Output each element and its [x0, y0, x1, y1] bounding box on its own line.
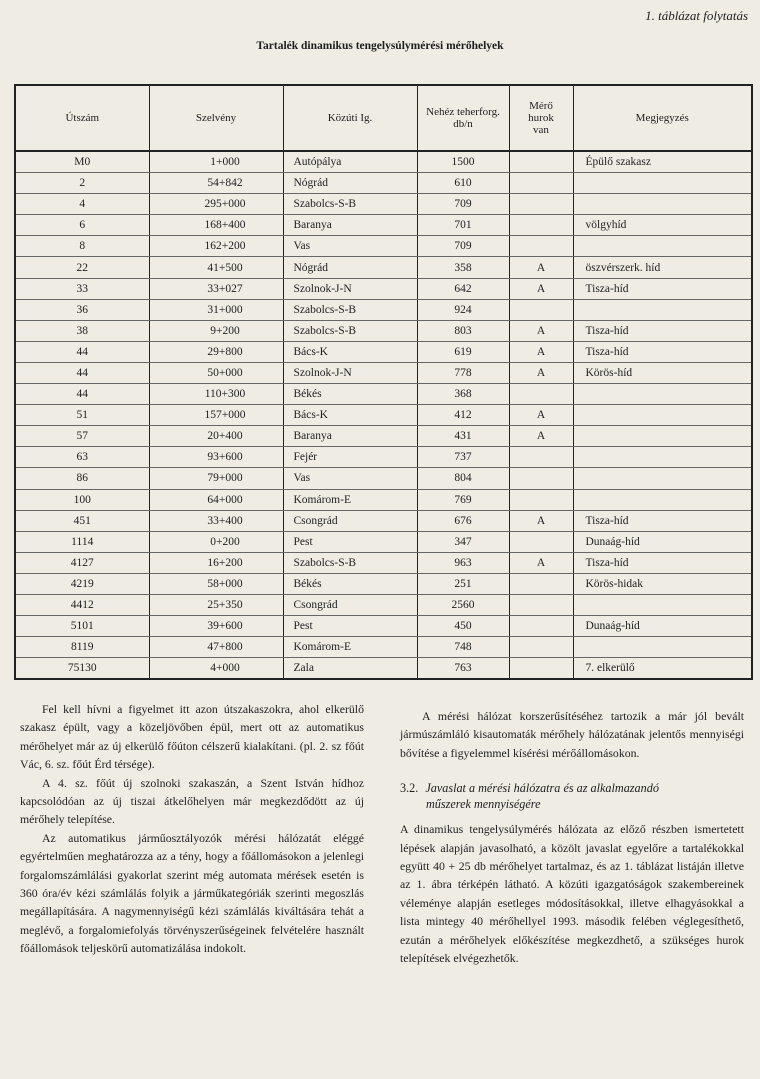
weigh-station-table — [14, 84, 753, 680]
table-row — [15, 510, 752, 531]
cell-szelveny: 0+200 — [149, 531, 283, 552]
cell-megjegyzes — [573, 173, 752, 194]
cell-nehez: 642 — [417, 278, 509, 299]
header-mero-line3: van — [533, 124, 549, 136]
cell-nehez: 763 — [417, 658, 509, 680]
cell-mero-hurok — [509, 594, 573, 615]
cell-mero-hurok: A — [509, 341, 573, 362]
table-row — [15, 468, 752, 489]
cell-utszam: 8119 — [15, 637, 149, 658]
cell-szelveny: 25+350 — [149, 594, 283, 615]
cell-nehez: 610 — [417, 173, 509, 194]
cell-kozuti: Baranya — [283, 215, 417, 236]
section-title-line1: Javaslat a mérési hálózatra és az alkalmazandó — [425, 781, 659, 796]
right-paragraph-2: A dinamikus tengelysúlymérés hálózata az előző részben ismertetett lépések alapján javasolható, a közölt javaslat egyelőre a tartalékokkal együtt 40 + 25 db mérőhelyet tartalmaz, és az 1. táblázat listáján illetve az 1. ábra térképén látható. A közúti igazgatóságok szakembereinek véleménye alapján esetleges módosításokkal, illetve elhagyásokkal a lista mintegy 40 mérőhellyel 1993. második felében véglegesíthető, ezután a mérőhelyek előkészítése megkezdhető, a szükséges hurok telepítések elvégezhetők. — [400, 822, 744, 966]
cell-szelveny: 4+000 — [149, 658, 283, 680]
cell-megjegyzes: Körös-híd — [573, 362, 752, 383]
cell-szelveny: 79+000 — [149, 468, 283, 489]
cell-megjegyzes — [573, 299, 752, 320]
cell-utszam: 4412 — [15, 594, 149, 615]
cell-megjegyzes — [573, 489, 752, 510]
table-row — [15, 616, 752, 637]
cell-megjegyzes — [573, 405, 752, 426]
cell-utszam: 2 — [15, 173, 149, 194]
header-szelveny: Szelvény — [149, 85, 283, 151]
cell-utszam: M0 — [15, 151, 149, 173]
cell-megjegyzes: Tisza-híd — [573, 552, 752, 573]
cell-szelveny: 168+400 — [149, 215, 283, 236]
left-paragraph-1: Fel kell hívni a figyelmet itt azon útszakaszokra, ahol elkerülő szakasz épült, vagy a közeljövőben épül, mert ott az automatikus mérőhelyet már az új elkerülő főúton célszerű kialakítani. (pl. 2. sz főút Vác, 6. sz. főút Érd térsége). — [20, 702, 364, 772]
cell-utszam: 36 — [15, 299, 149, 320]
cell-utszam: 44 — [15, 341, 149, 362]
cell-kozuti: Komárom-E — [283, 637, 417, 658]
cell-mero-hurok — [509, 194, 573, 215]
cell-utszam: 100 — [15, 489, 149, 510]
right-paragraph-1: A mérési hálózat korszerűsítéséhez tartozik a már jól bevált jármúszámláló kisautomaták mérőhely hálózatának jelentős mennyiségi bővítése a figyelemmel kísérési mérőállomásokon. — [400, 709, 744, 760]
section-title-line2: műszerek mennyiségére — [426, 797, 541, 812]
cell-kozuti: Szabolcs-S-B — [283, 299, 417, 320]
cell-megjegyzes: öszvérszerk. híd — [573, 257, 752, 278]
cell-mero-hurok: A — [509, 320, 573, 341]
cell-mero-hurok — [509, 173, 573, 194]
cell-megjegyzes: Épülő szakasz — [573, 151, 752, 173]
left-paragraph-2: A 4. sz. főút új szolnoki szakaszán, a Szent István hídhoz kapcsolódóan az új tiszai átkelőhelyen már megkezdődött az új mérőhely telepítése. — [20, 775, 364, 827]
table-row — [15, 447, 752, 468]
cell-mero-hurok — [509, 151, 573, 173]
cell-mero-hurok: A — [509, 362, 573, 383]
cell-megjegyzes — [573, 447, 752, 468]
cell-kozuti: Békés — [283, 573, 417, 594]
cell-mero-hurok — [509, 447, 573, 468]
table-row — [15, 341, 752, 362]
cell-utszam: 63 — [15, 447, 149, 468]
cell-megjegyzes: Tisza-híd — [573, 341, 752, 362]
cell-megjegyzes: Tisza-híd — [573, 320, 752, 341]
cell-megjegyzes — [573, 468, 752, 489]
cell-nehez: 709 — [417, 194, 509, 215]
cell-megjegyzes: Dunaág-híd — [573, 531, 752, 552]
cell-utszam: 4 — [15, 194, 149, 215]
cell-szelveny: 157+000 — [149, 405, 283, 426]
header-nehez-line2: db/n — [453, 118, 473, 130]
cell-kozuti: Nógrád — [283, 173, 417, 194]
cell-kozuti: Békés — [283, 384, 417, 405]
table-row — [15, 151, 752, 173]
cell-mero-hurok: A — [509, 426, 573, 447]
cell-szelveny: 1+000 — [149, 151, 283, 173]
cell-nehez: 251 — [417, 573, 509, 594]
cell-mero-hurok — [509, 531, 573, 552]
cell-megjegyzes: Tisza-híd — [573, 278, 752, 299]
cell-utszam: 5101 — [15, 616, 149, 637]
table-row — [15, 594, 752, 615]
cell-szelveny: 64+000 — [149, 489, 283, 510]
cell-mero-hurok — [509, 573, 573, 594]
cell-mero-hurok — [509, 637, 573, 658]
cell-nehez: 769 — [417, 489, 509, 510]
cell-mero-hurok — [509, 616, 573, 637]
cell-nehez: 368 — [417, 384, 509, 405]
cell-kozuti: Szolnok-J-N — [283, 362, 417, 383]
cell-nehez: 748 — [417, 637, 509, 658]
table-row — [15, 489, 752, 510]
left-paragraph-3: Az automatikus járműosztályozók mérési hálózatát eléggé egyértelműen meghatározza az a tény, hogy a főállomásokon a jelenlegi forgalomszámlálási gyakorlat szerint még automata mérések esetén is 360 óra/év kézi számlálás folyik a járműkategóriák szerinti megoszlás megállapítására. A nagymennyiségű kézi számlálás kiváltására tehát a meglévő, a forgalomiefolyás törvényszerűségeinek felvételére használt főállomások teljeskörű automatizálása indokolt. — [20, 830, 364, 956]
cell-nehez: 450 — [417, 616, 509, 637]
cell-nehez: 803 — [417, 320, 509, 341]
header-kozuti: Közúti Ig. — [283, 85, 417, 151]
cell-nehez: 676 — [417, 510, 509, 531]
cell-utszam: 38 — [15, 320, 149, 341]
cell-nehez: 701 — [417, 215, 509, 236]
header-nehez — [417, 85, 509, 151]
table-row — [15, 236, 752, 257]
table-row — [15, 173, 752, 194]
cell-mero-hurok: A — [509, 257, 573, 278]
cell-mero-hurok — [509, 384, 573, 405]
cell-szelveny: 58+000 — [149, 573, 283, 594]
cell-utszam: 75130 — [15, 658, 149, 680]
table-row — [15, 278, 752, 299]
cell-nehez: 924 — [417, 299, 509, 320]
cell-mero-hurok — [509, 468, 573, 489]
cell-kozuti: Autópálya — [283, 151, 417, 173]
cell-megjegyzes — [573, 194, 752, 215]
table-row — [15, 320, 752, 341]
cell-utszam: 86 — [15, 468, 149, 489]
cell-kozuti: Pest — [283, 531, 417, 552]
cell-utszam: 8 — [15, 236, 149, 257]
cell-nehez: 963 — [417, 552, 509, 573]
cell-mero-hurok: A — [509, 278, 573, 299]
cell-szelveny: 295+000 — [149, 194, 283, 215]
cell-megjegyzes: Dunaág-híd — [573, 616, 752, 637]
cell-kozuti: Szabolcs-S-B — [283, 194, 417, 215]
cell-megjegyzes — [573, 426, 752, 447]
cell-utszam: 44 — [15, 384, 149, 405]
cell-megjegyzes — [573, 384, 752, 405]
cell-szelveny: 110+300 — [149, 384, 283, 405]
cell-szelveny: 9+200 — [149, 320, 283, 341]
cell-szelveny: 31+000 — [149, 299, 283, 320]
cell-mero-hurok: A — [509, 510, 573, 531]
header-nehez-line1: Nehéz teherforg. — [426, 106, 500, 118]
table-row — [15, 299, 752, 320]
cell-kozuti: Csongrád — [283, 594, 417, 615]
table-row — [15, 658, 752, 680]
section-number: 3.2. — [400, 781, 419, 796]
cell-kozuti: Vas — [283, 468, 417, 489]
cell-szelveny: 33+400 — [149, 510, 283, 531]
cell-kozuti: Bács-K — [283, 341, 417, 362]
cell-kozuti: Baranya — [283, 426, 417, 447]
table-row — [15, 194, 752, 215]
header-utszam: Útszám — [15, 85, 149, 151]
header-mero-line2: hurok — [528, 112, 554, 124]
cell-kozuti: Szabolcs-S-B — [283, 552, 417, 573]
cell-utszam: 51 — [15, 405, 149, 426]
cell-utszam: 33 — [15, 278, 149, 299]
cell-mero-hurok: A — [509, 405, 573, 426]
cell-szelveny: 41+500 — [149, 257, 283, 278]
cell-nehez: 347 — [417, 531, 509, 552]
table-row — [15, 362, 752, 383]
cell-nehez: 358 — [417, 257, 509, 278]
cell-szelveny: 20+400 — [149, 426, 283, 447]
table-title: Tartalék dinamikus tengelysúlymérési mérőhelyek — [256, 40, 504, 52]
cell-szelveny: 39+600 — [149, 616, 283, 637]
cell-mero-hurok — [509, 215, 573, 236]
cell-megjegyzes: Tisza-híd — [573, 510, 752, 531]
cell-nehez: 778 — [417, 362, 509, 383]
cell-utszam: 4127 — [15, 552, 149, 573]
cell-szelveny: 50+000 — [149, 362, 283, 383]
cell-kozuti: Pest — [283, 616, 417, 637]
table-row — [15, 215, 752, 236]
header-mero-line1: Mérő — [529, 100, 553, 112]
cell-szelveny: 54+842 — [149, 173, 283, 194]
table-row — [15, 552, 752, 573]
table-row — [15, 384, 752, 405]
table-row — [15, 531, 752, 552]
table-row — [15, 405, 752, 426]
cell-nehez: 1500 — [417, 151, 509, 173]
cell-utszam: 1114 — [15, 531, 149, 552]
cell-kozuti: Bács-K — [283, 405, 417, 426]
cell-szelveny: 162+200 — [149, 236, 283, 257]
cell-nehez: 804 — [417, 468, 509, 489]
cell-nehez: 431 — [417, 426, 509, 447]
cell-megjegyzes — [573, 594, 752, 615]
cell-mero-hurok: A — [509, 552, 573, 573]
cell-kozuti: Szolnok-J-N — [283, 278, 417, 299]
cell-megjegyzes: Körös-hidak — [573, 573, 752, 594]
header-mero — [509, 85, 573, 151]
table-header-row — [15, 85, 752, 151]
cell-szelveny: 29+800 — [149, 341, 283, 362]
left-text-column — [20, 700, 364, 958]
cell-kozuti: Szabolcs-S-B — [283, 320, 417, 341]
cell-megjegyzes — [573, 236, 752, 257]
table-row — [15, 257, 752, 278]
header-megjegyzes: Megjegyzés — [573, 85, 752, 151]
cell-mero-hurok — [509, 299, 573, 320]
cell-utszam: 4219 — [15, 573, 149, 594]
cell-megjegyzes — [573, 637, 752, 658]
table-row — [15, 426, 752, 447]
cell-mero-hurok — [509, 489, 573, 510]
cell-szelveny: 47+800 — [149, 637, 283, 658]
cell-nehez: 2560 — [417, 594, 509, 615]
cell-kozuti: Vas — [283, 236, 417, 257]
cell-nehez: 709 — [417, 236, 509, 257]
cell-szelveny: 93+600 — [149, 447, 283, 468]
cell-nehez: 737 — [417, 447, 509, 468]
cell-mero-hurok — [509, 658, 573, 680]
cell-kozuti: Komárom-E — [283, 489, 417, 510]
cell-mero-hurok — [509, 236, 573, 257]
cell-szelveny: 16+200 — [149, 552, 283, 573]
cell-nehez: 619 — [417, 341, 509, 362]
cell-megjegyzes: völgyhíd — [573, 215, 752, 236]
table-row — [15, 573, 752, 594]
cell-utszam: 6 — [15, 215, 149, 236]
running-head: 1. táblázat folytatás — [645, 8, 748, 23]
section-heading — [400, 780, 744, 812]
cell-utszam: 22 — [15, 257, 149, 278]
cell-utszam: 44 — [15, 362, 149, 383]
cell-kozuti: Csongrád — [283, 510, 417, 531]
right-text-column — [400, 707, 744, 967]
cell-kozuti: Zala — [283, 658, 417, 680]
table-row — [15, 637, 752, 658]
cell-utszam: 57 — [15, 426, 149, 447]
cell-kozuti: Fejér — [283, 447, 417, 468]
cell-utszam: 451 — [15, 510, 149, 531]
cell-szelveny: 33+027 — [149, 278, 283, 299]
cell-kozuti: Nógrád — [283, 257, 417, 278]
cell-megjegyzes: 7. elkerülő — [573, 658, 752, 680]
cell-nehez: 412 — [417, 405, 509, 426]
